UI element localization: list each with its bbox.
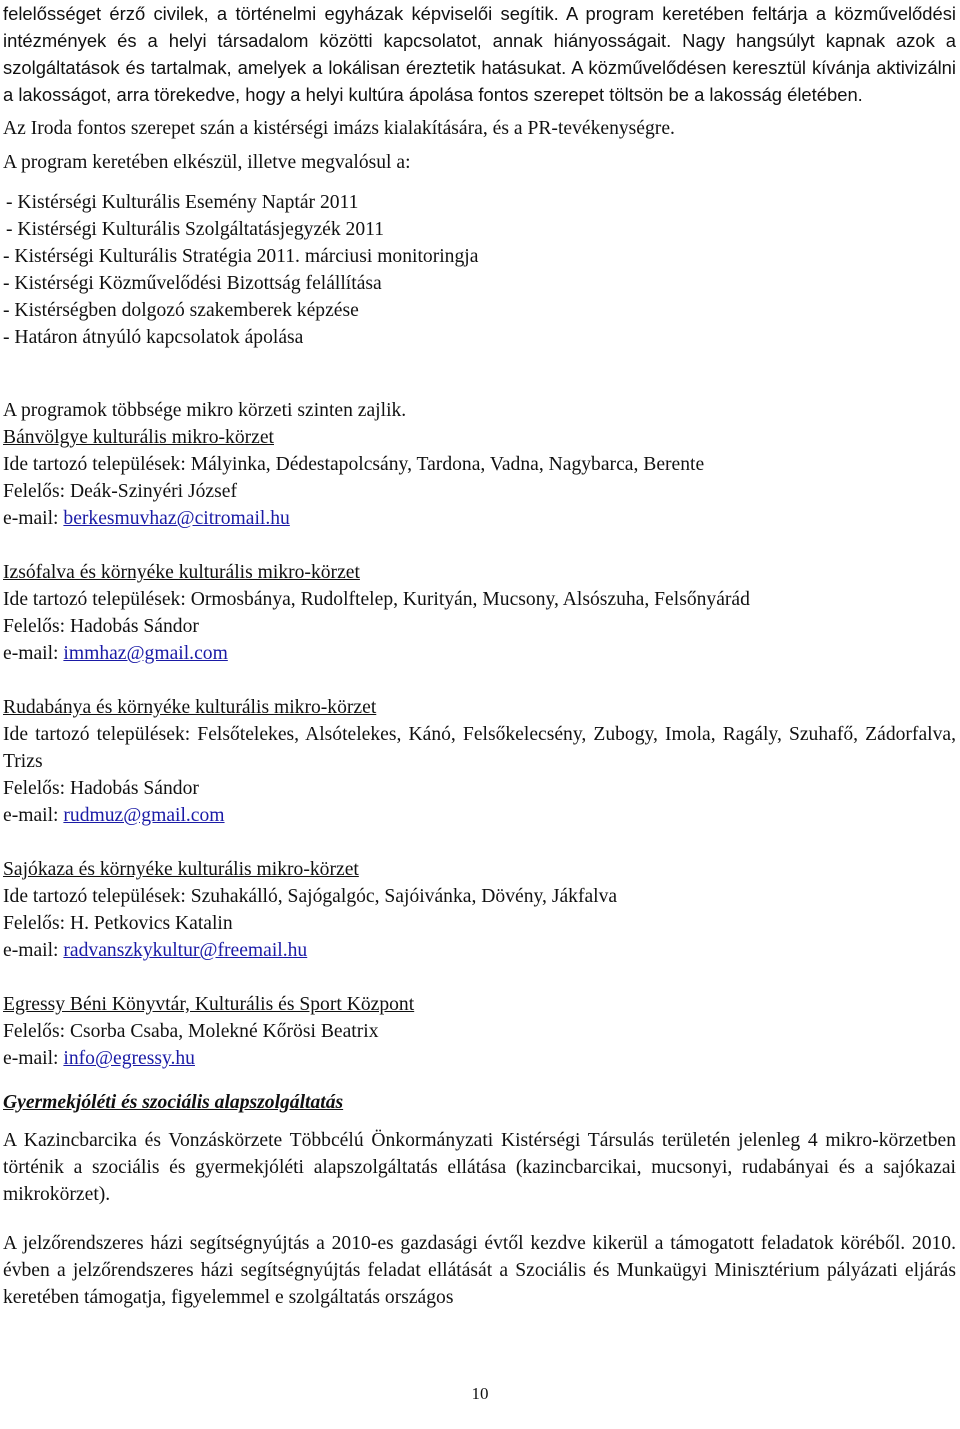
district-responsible: Felelős: Hadobás Sándor — [3, 778, 199, 799]
list-item: - Kistérségben dolgozó szakemberek képzése — [3, 300, 359, 321]
social-paragraph: A Kazincbarcika és Vonzáskörzete Többcélú Önkormányzati Kistérségi Társulás területén jelenleg 4 mikro-körzetben történik a szociális és gyermekjóléti alapszolgáltatás ellátása (kazincbarcikai, mucsonyi, rudabányai és a sajókazai mikrokörzet). — [3, 1130, 956, 1205]
district-title: Izsófalva és környéke kulturális mikro-körzet — [3, 562, 360, 583]
district-block — [3, 694, 956, 829]
district-block — [3, 856, 956, 964]
intro-paragraph — [3, 0, 956, 108]
email-label: e-mail: — [3, 643, 64, 664]
email-link[interactable]: berkesmuvhaz@citromail.hu — [63, 508, 290, 529]
district-title: Rudabánya és környéke kulturális mikro-körzet — [3, 697, 377, 718]
intro-paragraph-part1: felelősséget érző civilek, a történelmi egyházak képviselői segítik. A program keretében feltárja a közművelődési intézmények és a helyi társadalom közötti kapcsolatot, annak hiányosságait. Nagy hangsúlyt kapnak azok a szolgáltatások és tartalmak, amelyek a lokálisan éreztetik hatásukat. — [3, 3, 956, 78]
page-number: 10 — [471, 1384, 489, 1403]
list-item: - Kistérségi Közművelődési Bizottság felállítása — [3, 273, 382, 294]
email-label: e-mail: — [3, 805, 64, 826]
list-item: - Határon átnyúló kapcsolatok ápolása — [3, 327, 304, 348]
social-heading: Gyermekjóléti és szociális alapszolgáltatás — [3, 1092, 344, 1113]
micro-intro: A programok többsége mikro körzeti szinten zajlik. — [3, 400, 407, 421]
district-responsible: Felelős: H. Petkovics Katalin — [3, 913, 233, 934]
document-page — [3, 0, 956, 1311]
list-item: - Kistérségi Kulturális Stratégia 2011. márciusi monitoringja — [3, 246, 479, 267]
email-link[interactable]: info@egressy.hu — [63, 1048, 195, 1069]
email-link[interactable]: immhaz@gmail.com — [63, 643, 228, 664]
email-link[interactable]: rudmuz@gmail.com — [63, 805, 225, 826]
district-settlements: Ide tartozó települések: Felsőtelekes, Alsótelekes, Kánó, Felsőkelecsény, Zubogy, Imola, Ragály, Szuhafő, Zádorfalva, Trizs — [3, 724, 956, 772]
email-label: e-mail: — [3, 940, 64, 961]
email-link[interactable]: radvanszkykultur@freemail.hu — [63, 940, 308, 961]
egressy-block — [3, 991, 956, 1072]
district-settlements: Ide tartozó települések: Szuhakálló, Sajógalgóc, Sajóivánka, Dövény, Jákfalva — [3, 886, 618, 907]
district-responsible: Felelős: Hadobás Sándor — [3, 616, 199, 637]
list-item: - Kistérségi Kulturális Esemény Naptár 2011 — [6, 192, 359, 213]
intro-paragraph-part2: A közművelődésen keresztül kívánja aktivizálni a lakosságot, arra törekedve, hogy a helyi kultúra ápolása fontos szerepet töltsön be a lakosság életében. — [3, 57, 956, 105]
iroda-paragraph: Az Iroda fontos szerepet szán a kistérségi imázs kialakítására, és a PR-tevékenységre. — [3, 118, 675, 139]
district-title: Sajókaza és környéke kulturális mikro-körzet — [3, 859, 359, 880]
email-label: e-mail: — [3, 508, 64, 529]
district-block — [3, 559, 956, 667]
district-email-line — [3, 505, 956, 532]
district-settlements: Ide tartozó települések: Ormosbánya, Rudolftelep, Kurityán, Mucsony, Alsószuha, Felsőnyárád — [3, 589, 750, 610]
district-email-line — [3, 640, 956, 667]
district-email-line — [3, 937, 956, 964]
district-title: Bánvölgye kulturális mikro-körzet — [3, 427, 274, 448]
email-label: e-mail: — [3, 1048, 64, 1069]
district-block — [3, 424, 956, 532]
list-item: - Kistérségi Kulturális Szolgáltatásjegyzék 2011 — [6, 219, 384, 240]
egressy-email-line — [3, 1045, 956, 1072]
program-intro: A program keretében elkészül, illetve megvalósul a: — [3, 152, 411, 173]
program-list — [3, 189, 956, 351]
district-email-line — [3, 802, 956, 829]
district-responsible: Felelős: Deák-Szinyéri József — [3, 481, 237, 502]
social-paragraph: A jelzőrendszeres házi segítségnyújtás a 2010-es gazdasági évtől kezdve kikerül a támogatott feladatok köréből. 2010. évben a jelzőrendszeres házi segítségnyújtás feladat ellátását a Szociális és Munkaügyi Minisztérium pályázati eljárás keretében támogatja, figyelemmel e szolgáltatás országos — [3, 1233, 956, 1308]
egressy-title: Egressy Béni Könyvtár, Kulturális és Sport Központ — [3, 994, 415, 1015]
egressy-responsible: Felelős: Csorba Csaba, Molekné Kőrösi Beatrix — [3, 1021, 379, 1042]
district-settlements: Ide tartozó települések: Mályinka, Dédestapolcsány, Tardona, Vadna, Nagybarca, Berente — [3, 454, 705, 475]
